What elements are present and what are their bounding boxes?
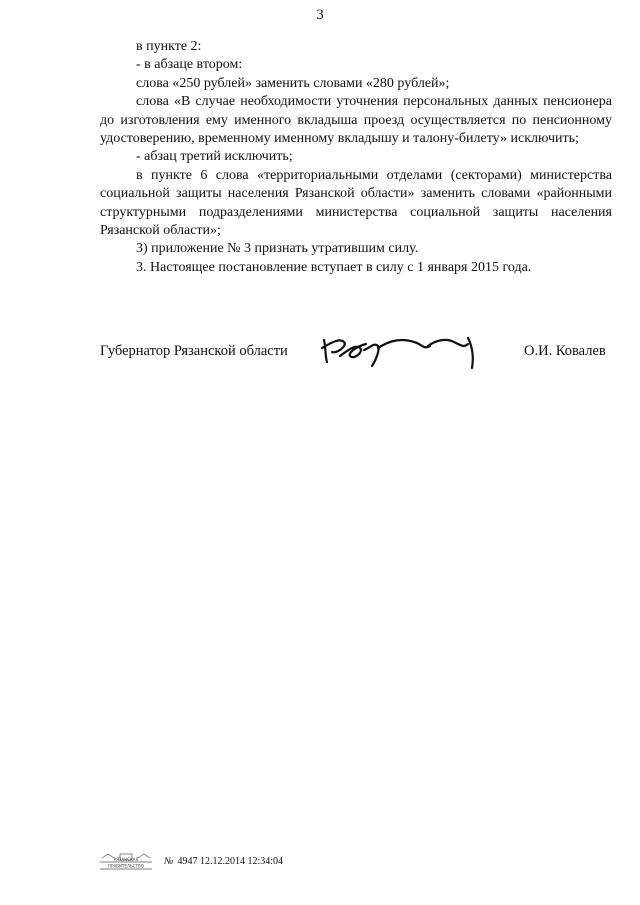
registry-logo <box>98 850 154 872</box>
signer-title: Губернатор Рязанской области <box>100 343 288 359</box>
document-body <box>100 38 612 277</box>
handwritten-signature <box>318 326 490 370</box>
paragraph-appendix-3: 3) приложение № 3 признать утратившим силу. <box>136 241 419 257</box>
signer-name: О.И. Ковалев <box>524 343 606 359</box>
page-number: 3 <box>316 7 324 23</box>
paragraph-replace-amount: слова «250 рублей» заменить словами «280 рублей»; <box>136 75 450 91</box>
paragraph-remove-third: - абзац третий исключить; <box>136 149 293 165</box>
paragraph-subpoint-second: - в абзаце втором: <box>136 57 243 73</box>
svg-text:РЯЗАНСКАЯ: РЯЗАНСКАЯ <box>113 857 139 862</box>
registration-stamp <box>164 856 283 867</box>
svg-text:ПРАВИТЕЛЬСТВО: ПРАВИТЕЛЬСТВО <box>108 863 144 869</box>
paragraph-remove-words: слова «В случае необходимости уточнения персональных данных пенсионера до изготовления ему именного вкладыша проезд осуществляется по пенсионному удостоверению, временному именному вкладышу и талону-билету» исключить; <box>100 94 612 147</box>
registration-number-date: 4947 12.12.2014 12:34:04 <box>177 856 283 867</box>
number-sign: № <box>164 856 174 867</box>
paragraph-effective-date: 3. Настоящее постановление вступает в силу с 1 января 2015 года. <box>136 259 532 275</box>
paragraph-item-point-2: в пункте 2: <box>136 39 202 54</box>
paragraph-item-6: в пункте 6 слова «территориальными отделами (секторами) министерства социальной защиты населения Рязанской области» заменить словами «районными структурными подразделениями министерства социальной защиты населения Рязанской области»; <box>100 167 612 239</box>
